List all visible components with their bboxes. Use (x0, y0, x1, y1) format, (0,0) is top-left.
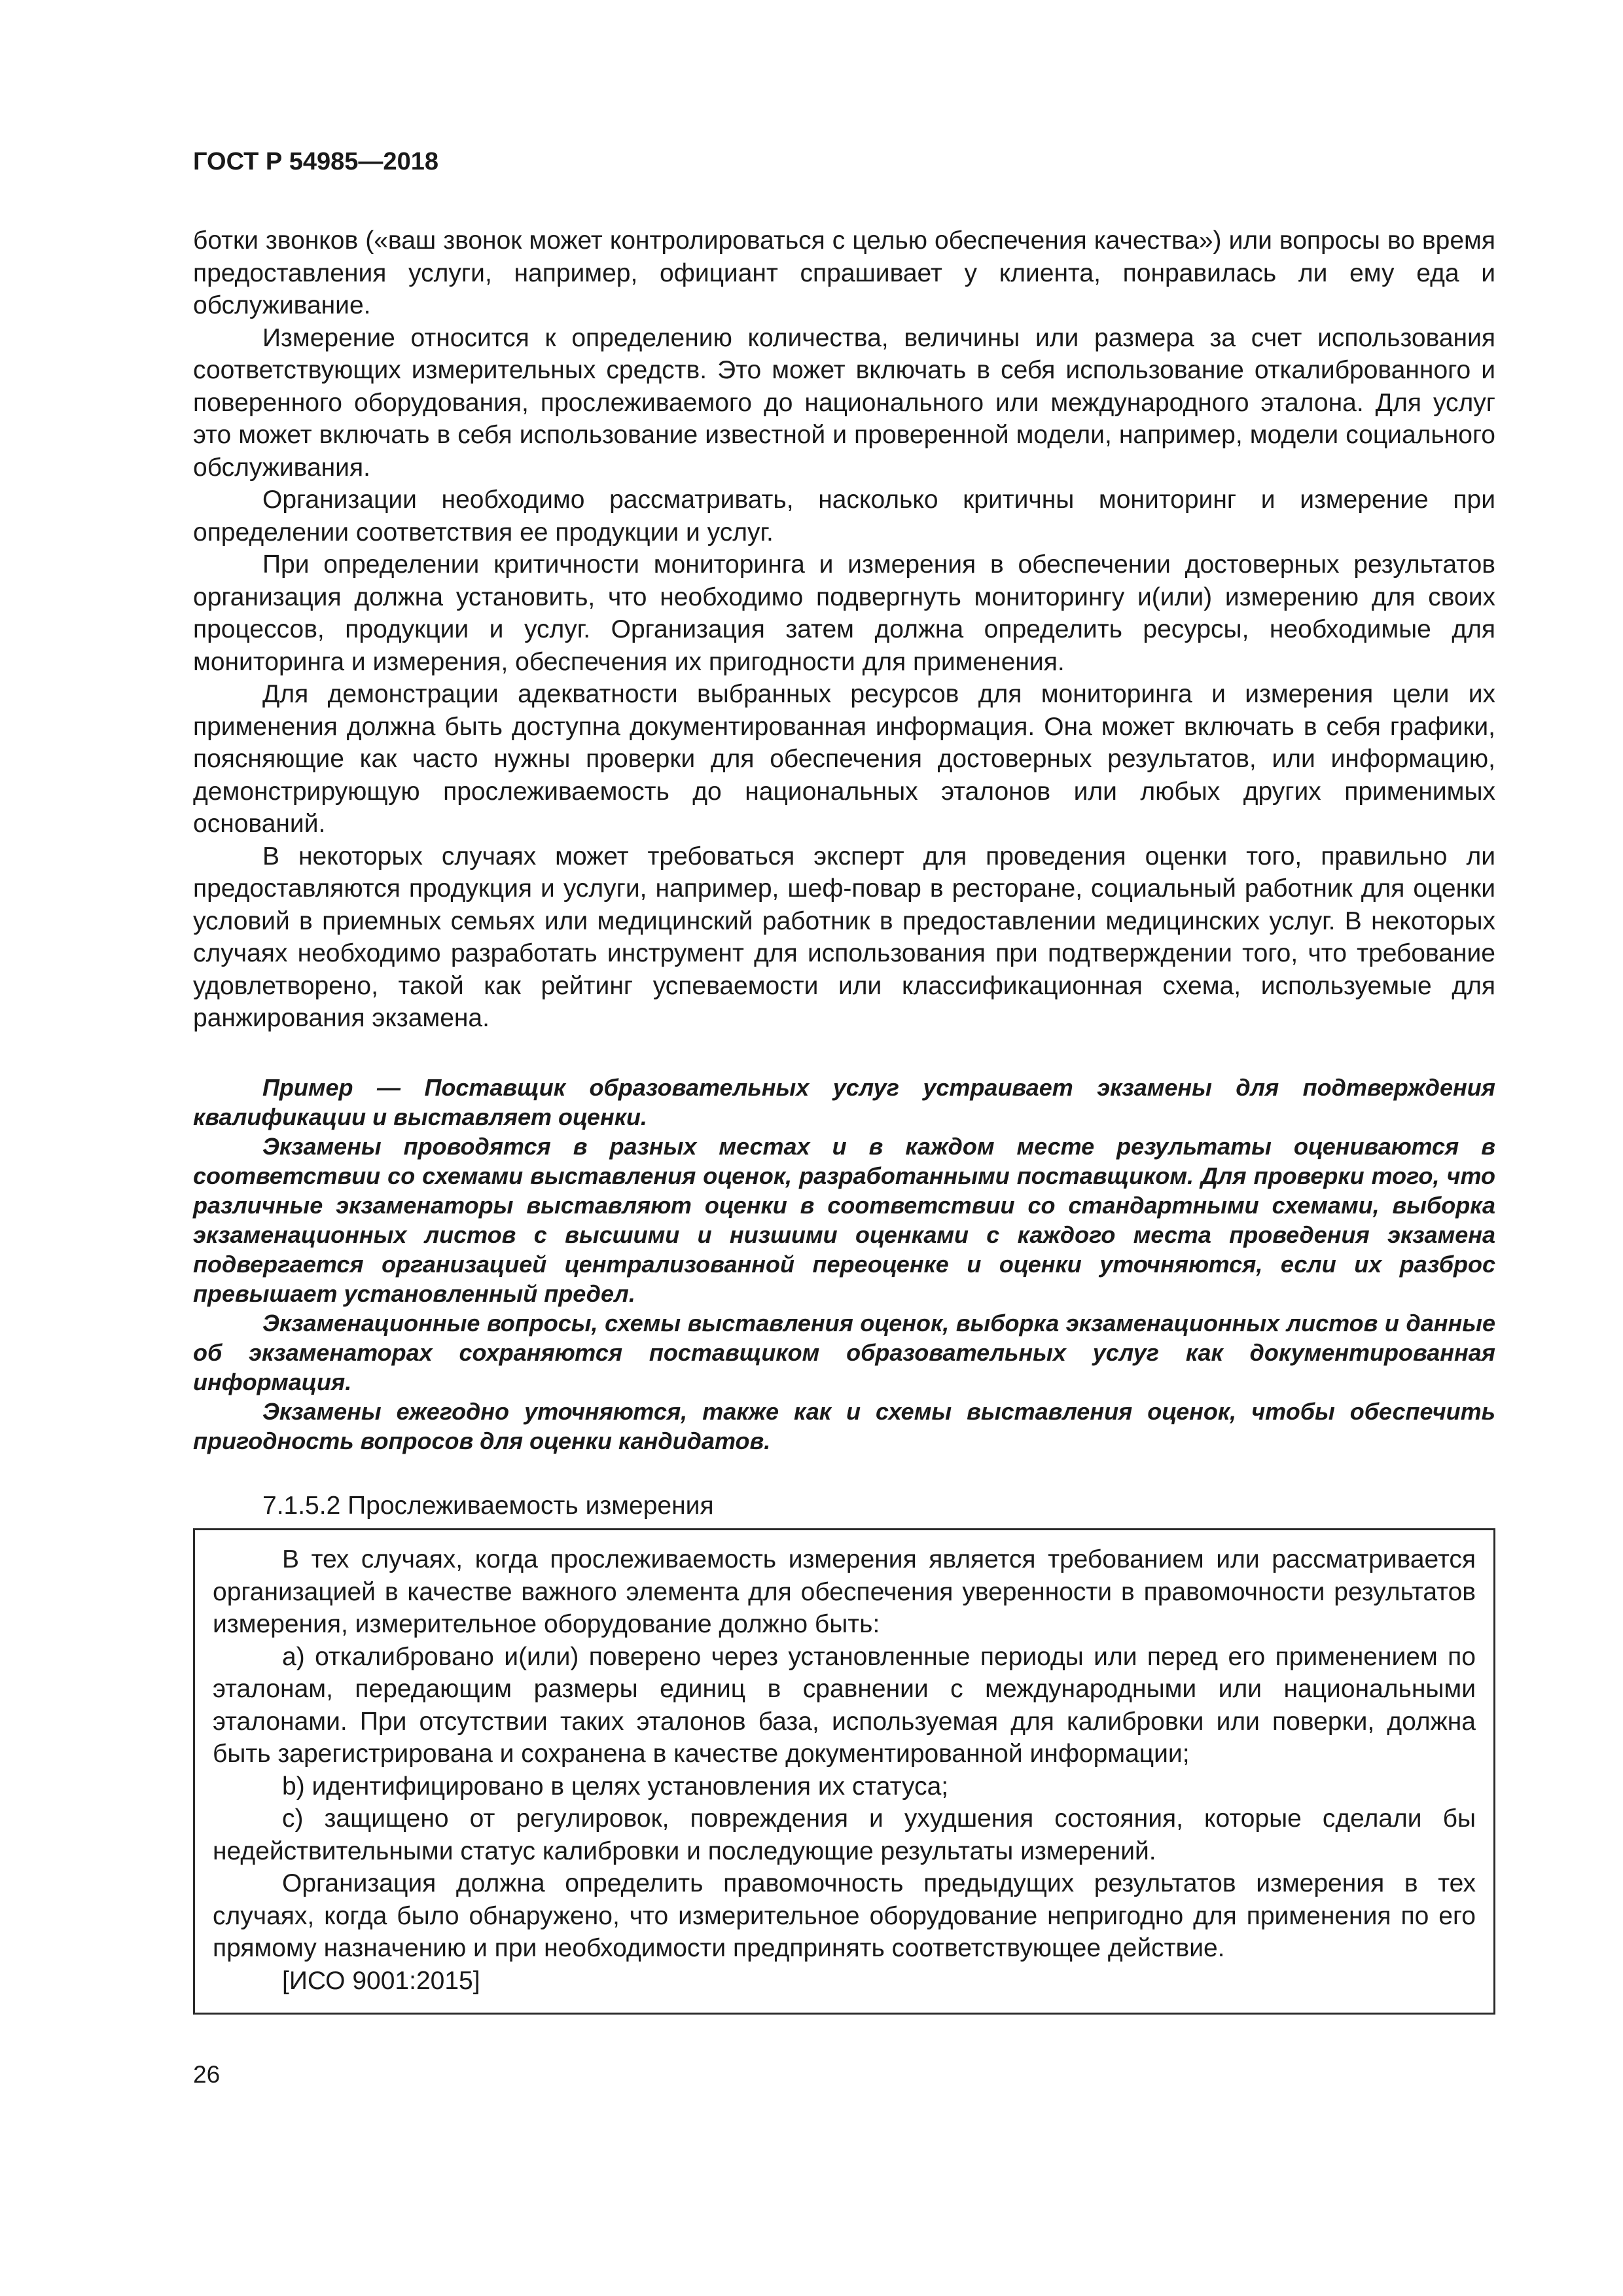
body-paragraph: Для демонстрации адекватности выбранных ресурсов для мониторинга и измерения цели их применения должна быть доступна документированная информация. Она может включать в себя графики, поясняющие как часто нужны проверки для обеспечения достоверных результатов, или информацию, демонстрирующую прослеживаемость до национальных эталонов или любых других применимых оснований. (193, 680, 1495, 838)
document-title: ГОСТ Р 54985—2018 (193, 148, 438, 175)
quoted-requirement-box (193, 1528, 1495, 2015)
quote-list-item-b: b) идентифицировано в целях установления их статуса; (282, 1772, 949, 1801)
example-paragraph: Экзамены ежегодно уточняются, также как и схемы выставления оценок, чтобы обеспечить пригодность вопросов для оценки кандидатов. (193, 1397, 1495, 1454)
example-block (193, 1073, 1495, 1456)
body-paragraph: Организации необходимо рассматривать, насколько критичны мониторинг и измерение при определении соответствия ее продукции и услуг. (193, 486, 1495, 547)
example-paragraph: Экзаменационные вопросы, схемы выставления оценок, выборка экзаменационных листов и данные об экзаменаторах сохраняются поставщиком образовательных услуг как документированная информация. (193, 1309, 1495, 1395)
clause-heading: 7.1.5.2 Прослеживаемость измерения (262, 1491, 714, 1520)
quote-paragraph: Организация должна определить правомочность предыдущих результатов измерения в тех случаях, когда было обнаружено, что измерительное оборудование непригодно для применения по его прямому назначению и при необходимости предпринять соответствующее действие. (213, 1869, 1476, 1962)
body-paragraph: Измерение относится к определению количества, величины или размера за счет использования соответствующих измерительных средств. Это может включать в себя использование откалиброванного и поверенного оборудования, прослеживаемого до национального или международного эталона. Для услуг это может включать в себя использование известной и проверенной модели, например, модели социального обслуживания. (193, 323, 1495, 482)
page-content (193, 224, 1495, 2015)
example-paragraph: Экзамены проводятся в разных местах и в каждом месте результаты оцениваются в соответствии со схемами выставления оценок, разработанными поставщиком. Для проверки того, что различные экзаменаторы выставляют оценки в соответствии со стандартными схемами, выборка экзаменационных листов с высшими и низшими оценками с каждого места проведения экзамена подвергается организацией централизованной переоценке и оценки уточняются, если их разброс превышает установленный предел. (193, 1132, 1495, 1307)
page-number: 26 (193, 2061, 221, 2088)
body-paragraph: В некоторых случаях может требоваться эксперт для проведения оценки того, правильно ли предоставляются продукция и услуги, например, шеф-повар в ресторане, социальный работник для оценки условий в приемных семьях или медицинский работник в предоставлении медицинских услуг. В некоторых случаях необходимо разработать инструмент для использования при подтверждении того, что требование удовлетворено, такой как рейтинг успеваемости или классификационная схема, используемые для ранжирования экзамена. (193, 842, 1495, 1032)
body-paragraph: ботки звонков («ваш звонок может контролироваться с целью обеспечения качества») или вопросы во время предоставления услуги, например, официант спрашивает у клиента, понравилась ли ему еда и обслуживание. (193, 226, 1495, 319)
quote-list-item-a: a) откалибровано и(или) поверено через установленные периоды или перед его применением по эталонам, передающим размеры единиц в сравнении с международными или национальными эталонами. При отсутствии таких эталонов база, используемая для калибровки или поверки, должна быть зарегистрирована и сохранена в качестве документированной информации; (213, 1642, 1476, 1768)
example-paragraph: Пример — Поставщик образовательных услуг устраивает экзамены для подтверждения квалификации и выставляет оценки. (193, 1073, 1495, 1130)
body-paragraph: При определении критичности мониторинга и измерения в обеспечении достоверных результатов организация должна установить, что необходимо подвергнуть мониторингу и(или) измерению для своих процессов, продукции и услуг. Организация затем должна определить ресурсы, необходимые для мониторинга и измерения, обеспечения их пригодности для применения. (193, 550, 1495, 676)
quote-source-reference: [ИСО 9001:2015] (282, 1966, 480, 1995)
quote-list-item-c: c) защищено от регулировок, повреждения и ухудшения состояния, которые сделали бы недействительными статус калибровки и последующие результаты измерений. (213, 1804, 1476, 1865)
quote-paragraph: В тех случаях, когда прослеживаемость измерения является требованием или рассматривается организацией в качестве важного элемента для обеспечения уверенности в правомочности результатов измерения, измерительное оборудование должно быть: (213, 1545, 1476, 1638)
